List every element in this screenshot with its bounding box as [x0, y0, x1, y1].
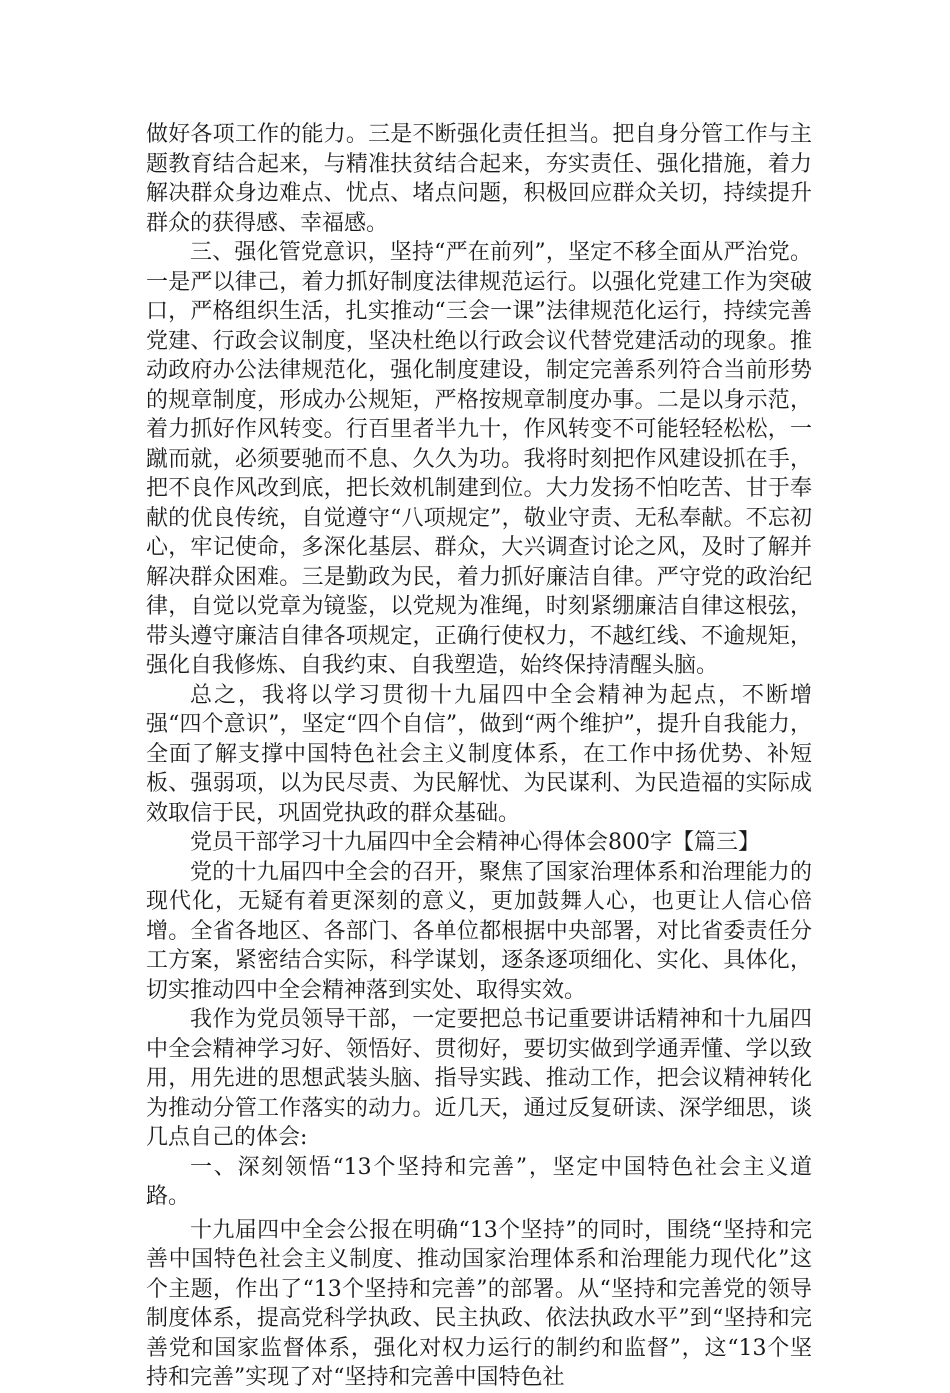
- paragraph-2: 三、强化管党意识，坚持“严在前列”，坚定不移全面从严治党。一是严以律己，着力抓好制度法律规范运行。以强化党建工作为突破口，严格组织生活，扎实推动“三会一课”法律规范化运行，持续完善党建、行政会议制度，坚决杜绝以行政会议代替党建活动的现象。推动政府办公法律规范化，强化制度建设，制定完善系列符合当前形势的规章制度，形成办公规矩，严格按规章制度办事。二是以身示范，着力抓好作风转变。行百里者半九十，作风转变不可能轻轻松松，一蹴而就，必须要驰而不息、久久为功。我将时刻把作风建设抓在手，把不良作风改到底，把长效机制建到位。大力发扬不怕吃苦、甘于奉献的优良传统，自觉遵守“八项规定”，敬业守责、无私奉献。不忘初心，牢记使命，多深化基层、群众，大兴调查讨论之风，及时了解并解决群众困难。三是勤政为民，着力抓好廉洁自律。严守党的政治纪律，自觉以党章为镜鉴，以党规为准绳，时刻紧绷廉洁自律这根弦，带头遵守廉洁自律各项规定，正确行使权力，不越红线、不逾规矩，强化自我修炼、自我约束、自我塑造，始终保持清醒头脑。: [146, 240, 812, 678]
- paragraph-3: 总之，我将以学习贯彻十九届四中全会精神为起点，不断增强“四个意识”，坚定“四个自信”，做到“两个维护”，提升自我能力，全面了解支撑中国特色社会主义制度体系，在工作中扬优势、补短板、强弱项，以为民尽责、为民解忧、为民谋利、为民造福的实际成效取信于民，巩固党执政的群众基础。: [146, 682, 812, 826]
- subsection-heading: 一、深刻领悟“13个坚持和完善”，坚定中国特色社会主义道路。: [146, 1154, 812, 1209]
- paragraph-6: 我作为党员领导干部，一定要把总书记重要讲话精神和十九届四中全会精神学习好、领悟好、贯彻好，要切实做到学通弄懂、学以致用，用先进的思想武装头脑、指导实践、推动工作，把会议精神转化为推动分管工作落实的动力。近几天，通过反复研读、深学细思，谈几点自己的体会:: [146, 1007, 812, 1150]
- paragraph-1: 做好各项工作的能力。三是不断强化责任担当。把自身分管工作与主题教育结合起来，与精准扶贫结合起来，夯实责任、强化措施，着力解决群众身边难点、忧点、堵点问题，积极回应群众关切，持续提升群众的获得感、幸福感。: [146, 122, 812, 236]
- paragraph-5: 党的十九届四中全会的召开，聚焦了国家治理体系和治理能力的现代化，无疑有着更深刻的意义，更加鼓舞人心，也更让人信心倍增。全省各地区、各部门、各单位都根据中央部署，对比省委责任分工方案，紧密结合实际，科学谋划，逐条逐项细化、实化、具体化，切实推动四中全会精神落到实处、取得实效。: [146, 859, 812, 1003]
- document-page: [146, 120, 812, 1393]
- paragraph-8: 十九届四中全会公报在明确“13个坚持”的同时，围绕“坚持和完善中国特色社会主义制度、推动国家治理体系和治理能力现代化”这个主题，作出了“13个坚持和完善”的部署。从“坚持和完善党的领导制度体系，提高党科学执政、民主执政、依法执政水平”到“坚持和完善党和国家监督体系，强化对权力运行的制约和监督”，这“13个坚持和完善”实现了对“坚持和完善中国特色社: [146, 1217, 812, 1390]
- section-heading: 党员干部学习十九届四中全会精神心得体会800字【篇三】: [190, 830, 760, 855]
